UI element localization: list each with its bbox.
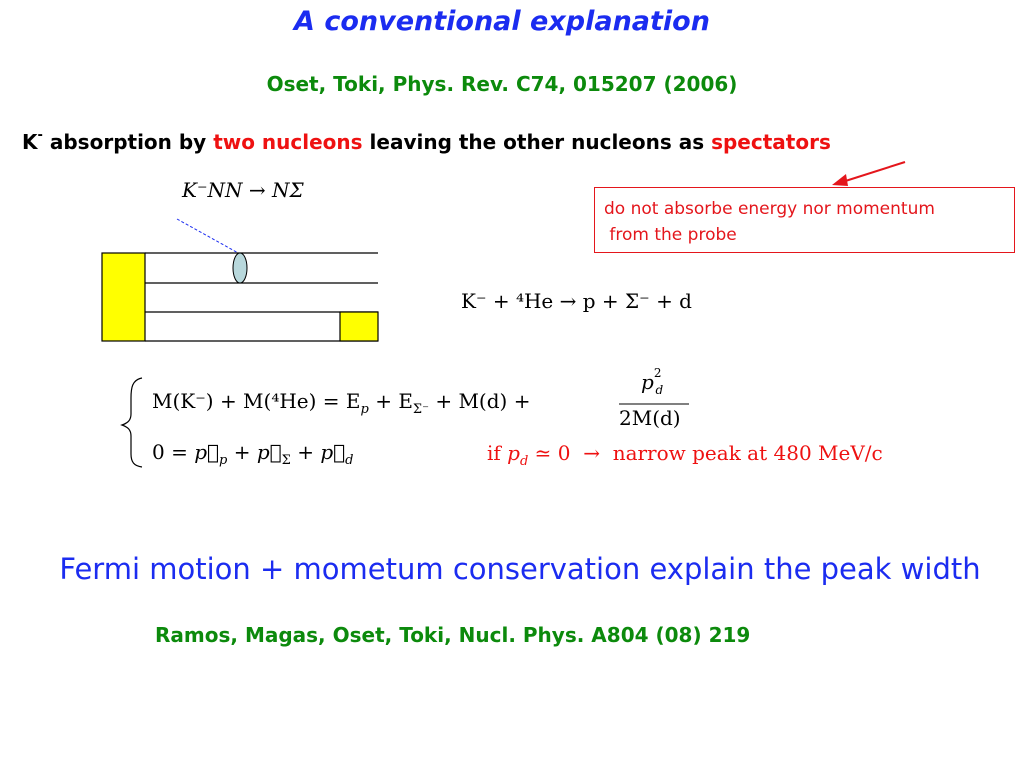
- conclusion-statement: Fermi motion + mometum conservation explain the peak width: [59, 552, 981, 586]
- slide-title: A conventional explanation: [294, 6, 710, 37]
- spectator-note-box: do not absorbe energy nor momentum from the probe: [594, 187, 1015, 253]
- dashed-pointer: [177, 219, 240, 254]
- absorption-vertex-ellipse: [233, 253, 247, 283]
- reference-ramos-et-al: Ramos, Magas, Oset, Toki, Nucl. Phys. A804 (08) 219: [155, 623, 751, 647]
- two-nucleons-highlight: two nucleons: [213, 130, 363, 154]
- diagram-reaction-label: K⁻NN → NΣ: [182, 178, 304, 202]
- fraction-numerator: $p^2_d$: [641, 366, 664, 397]
- energy-rhs: + M(d) +: [428, 389, 537, 413]
- narrow-peak-condition: if $p_d$ ≃ 0 → narrow peak at 480 MeV/c: [487, 441, 883, 469]
- absorption-text-2: leaving the other nucleons as: [362, 130, 712, 154]
- momentum-conservation-equation: $0 = p⃗_p$ + $p⃗_\Sigma$ + $p⃗_d$: [152, 440, 354, 468]
- absorption-text-1: absorption by: [42, 130, 214, 154]
- energy-conservation-equation: $M(K^-) + M(^4He) = E_p + E_{\Sigma^-} + M(d)$ +: [152, 389, 537, 417]
- energy-lhs: M(K⁻) + M(⁴He) = E: [152, 389, 361, 413]
- fraction-denominator: 2M(d): [619, 406, 681, 430]
- spectator-block-right: [340, 312, 378, 341]
- narrow-peak-result: narrow peak at 480 MeV/c: [612, 441, 883, 465]
- reference-oset-toki: Oset, Toki, Phys. Rev. C74, 015207 (2006): [266, 72, 738, 96]
- system-brace: [122, 378, 142, 467]
- reaction-equation: K⁻ + ⁴He → p + Σ⁻ + d: [461, 289, 692, 313]
- nucleus-block-left: [102, 253, 145, 341]
- kaon-symbol: K: [22, 130, 38, 154]
- kaon-charge: -: [37, 128, 43, 144]
- spectators-highlight: spectators: [711, 130, 831, 154]
- arrow-head-icon: [832, 174, 848, 186]
